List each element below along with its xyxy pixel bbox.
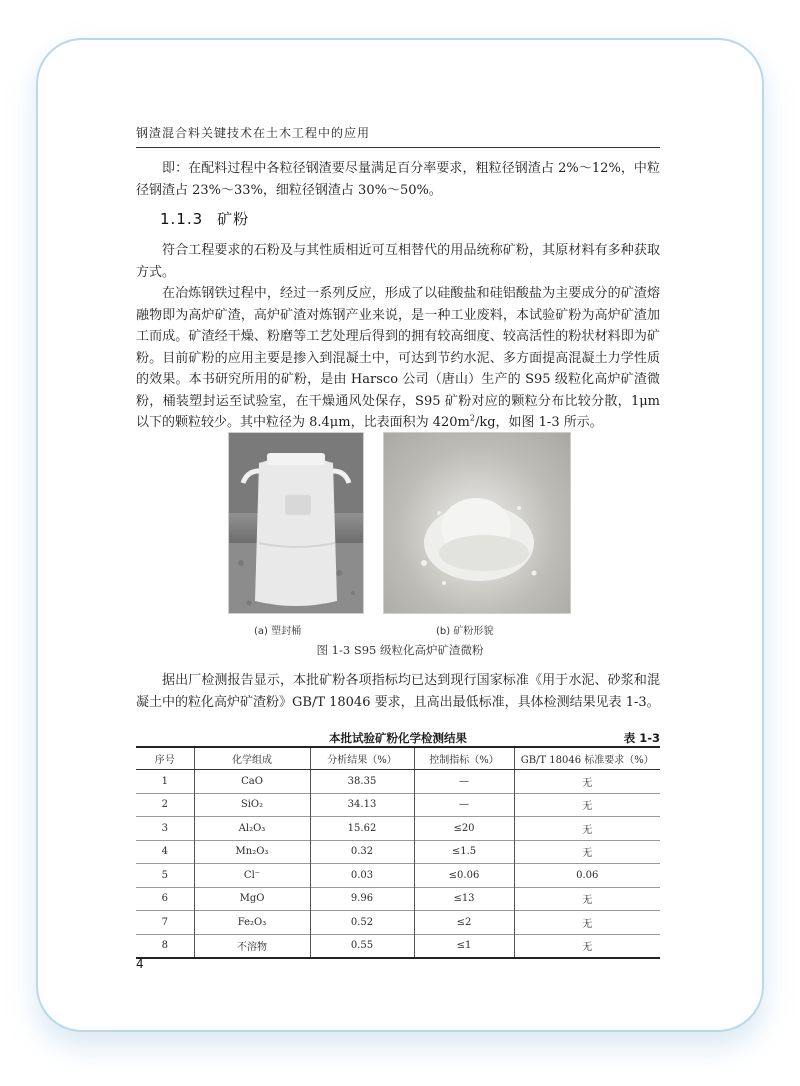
cell-result: 0.52	[310, 911, 414, 935]
cell-result: 0.32	[310, 840, 414, 864]
section-title: 矿粉	[217, 210, 250, 228]
table-number: 表 1-3	[623, 731, 660, 745]
cell-index: 8	[136, 934, 194, 958]
cell-control: ≤13	[414, 887, 514, 911]
cell-result: 9.96	[310, 887, 414, 911]
section-heading	[160, 208, 249, 229]
section-number: 1.1.3	[160, 210, 204, 228]
cell-compound: Fe₂O₃	[194, 911, 310, 935]
cell-standard: 无	[514, 817, 660, 841]
cell-standard: 无	[514, 887, 660, 911]
cell-index: 1	[136, 770, 194, 794]
cell-result: 34.13	[310, 793, 414, 817]
cell-index: 3	[136, 817, 194, 841]
cell-standard: 0.06	[514, 864, 660, 888]
running-header: 钢渣混合料关键技术在土木工程中的应用	[136, 124, 660, 148]
photo-sealed-bucket	[228, 432, 364, 614]
cell-result: 15.62	[310, 817, 414, 841]
header-cell: 化学组成	[194, 747, 310, 770]
cell-compound: 不溶物	[194, 934, 310, 958]
cell-control: ≤2	[414, 911, 514, 935]
table-row	[136, 911, 660, 935]
table-title: 本批试验矿粉化学检测结果	[329, 731, 467, 745]
cell-result: 38.35	[310, 770, 414, 794]
cell-index: 4	[136, 840, 194, 864]
header-cell: 控制指标（%）	[414, 747, 514, 770]
figure-caption: 图 1-3 S95 级粒化高炉矿渣微粉	[316, 643, 484, 657]
cell-control: —	[414, 770, 514, 794]
chemical-results-table	[136, 746, 660, 959]
cell-result: 0.03	[310, 864, 414, 888]
table-header-row	[136, 747, 660, 770]
cell-standard: 无	[514, 793, 660, 817]
cell-standard: 无	[514, 840, 660, 864]
cell-standard: 无	[514, 770, 660, 794]
powder-illustration	[384, 433, 570, 613]
cell-compound: SiO₂	[194, 793, 310, 817]
cell-index: 7	[136, 911, 194, 935]
cell-compound: CaO	[194, 770, 310, 794]
cell-compound: Mn₂O₃	[194, 840, 310, 864]
cell-standard: 无	[514, 934, 660, 958]
paragraph-slag-process	[136, 283, 660, 434]
cell-control: ≤0.06	[414, 864, 514, 888]
photo-powder-morphology	[383, 432, 571, 614]
cell-compound: Cl⁻	[194, 864, 310, 888]
cell-index: 6	[136, 887, 194, 911]
subcaption-a: (a) 塑封桶	[254, 626, 302, 637]
paragraph-slag-end: /kg，如图 1-3 所示。	[474, 415, 603, 430]
cell-control: —	[414, 793, 514, 817]
table-title-row	[136, 730, 660, 746]
cell-result: 0.55	[310, 934, 414, 958]
table-row	[136, 934, 660, 958]
cell-index: 2	[136, 793, 194, 817]
header-cell: GB/T 18046 标准要求（%）	[514, 747, 660, 770]
superscript-two: 2	[469, 413, 475, 423]
page-number: 4	[136, 957, 144, 971]
table-row	[136, 793, 660, 817]
table-row	[136, 864, 660, 888]
bucket-illustration	[229, 433, 363, 613]
paragraph-slag-text: 在冶炼钢铁过程中，经过一系列反应，形成了以硅酸盐和硅铝酸盐为主要成分的矿渣熔融物即为高炉矿渣，高炉矿渣对炼钢产业来说，是一种工业废料，本试验矿粉为高炉矿渣加工而成。矿渣经干燥、粉磨等工艺处理后得到的拥有较高细度、较高活性的粉状材料即为矿粉。目前矿粉的应用主要是掺入到混凝土中，可达到节约水泥、多方面提高混凝土力学性质的效果。本书研究所用的矿粉，是由 Harsco 公司（唐山）生产的 S95 级粒化高炉矿渣微粉，桶装塑封运至试验室，在干燥通风处保存，S95 矿粉对应的颗粒分布比较分散，1μm 以下的颗粒较少。其中粒径为 8.4μm，比表面积为 420m	[136, 286, 660, 430]
subcaption-b: (b) 矿粉形貌	[436, 626, 494, 637]
table-row	[136, 887, 660, 911]
cell-compound: MgO	[194, 887, 310, 911]
paragraph-particle-ratio: 即：在配料过程中各粒径钢渣要尽量满足百分率要求，粗粒径钢渣占 2%～12%，中粒径钢渣占 23%～33%，细粒径钢渣占 30%～50%。	[136, 161, 660, 198]
header-cell: 分析结果（%）	[310, 747, 414, 770]
table-row	[136, 840, 660, 864]
cell-standard: 无	[514, 911, 660, 935]
table-row	[136, 817, 660, 841]
paragraph-definition: 符合工程要求的石粉及与其性质相近可互相替代的用品统称矿粉，其原材料有多种获取方式。	[136, 243, 660, 280]
header-cell: 序号	[136, 747, 194, 770]
cell-compound: Al₂O₃	[194, 817, 310, 841]
table-row	[136, 770, 660, 794]
cell-index: 5	[136, 864, 194, 888]
paragraph-test-report: 据出厂检测报告显示，本批矿粉各项指标均已达到现行国家标准《用于水泥、砂浆和混凝土中的粒化高炉矿渣粉》GB/T 18046 要求，且高出最低标准，具体检测结果见表 1-3。	[136, 673, 660, 710]
cell-control: ≤20	[414, 817, 514, 841]
cell-control: ≤1	[414, 934, 514, 958]
cell-control: ≤1.5	[414, 840, 514, 864]
